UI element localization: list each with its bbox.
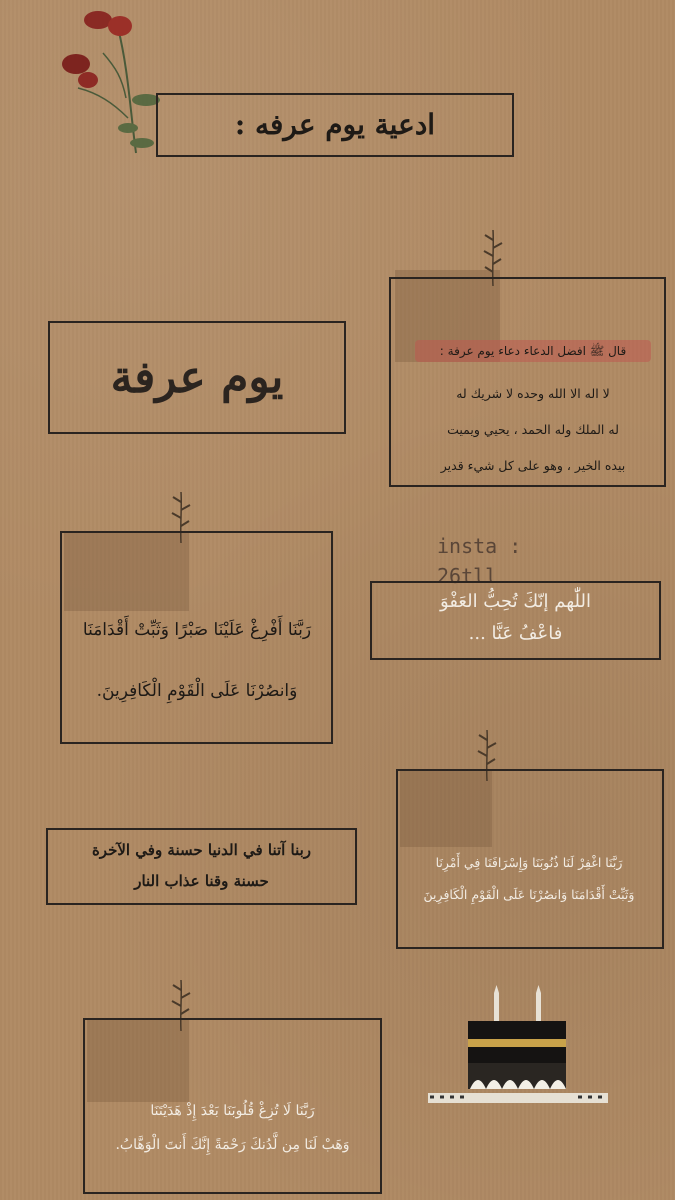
dua-patience-line: رَبَّنَا أَفْرِغْ عَلَيْنَا صَبْرًا وَثَبِّتْ أَقْدَامَنَا [82,620,312,640]
dua-patience-line: وَانصُرْنَا عَلَى الْقَوْمِ الْكَافِرِينَ. [96,681,298,701]
hadith-line: بيده الخير ، وهو على كل شيء قدير [440,458,626,473]
insta-handle: insta : 26tll [437,534,522,588]
dua-dunya-line: حسنة وقنا عذاب النار [134,872,269,890]
hadith-line: له الملك وله الحمد ، يحيي ويميت [447,422,619,437]
dua-afw-line: فاعْفُ عَنَّا ... [468,623,563,644]
dua-forgive-line: وَثَبِّتْ أَقْدَامَنَا وَانصُرْنَا عَلَى الْقَوْمِ الْكَافِرِينَ [423,887,635,902]
hadith-line: لا اله الا الله وحده لا شريك له [456,386,610,401]
dua-dunya-line: ربنا آتنا في الدنيا حسنة وفي الآخرة [91,841,312,859]
kaaba-icon [428,985,608,1110]
dua-forgive-line: رَبَّنَا اغْفِرْ لَنَا ذُنُوبَنَا وَإِسْرَافَنَا فِي أَمْرِنَا [435,855,623,870]
page-title: ادعية يوم عرفه : [234,108,436,141]
arafa-calligraphy: يوم عرفة [110,352,284,403]
dua-afw-line: اللّٰهم إنّكَ تُحِبُّ العَفْوَ [440,591,591,612]
dua-hearts-line: وَهَبْ لَنَا مِن لَّدُنكَ رَحْمَةً إِنَّكَ أَنتَ الْوَهَّابُ. [115,1137,350,1153]
dua-hearts-line: رَبَّنَا لَا تُزِغْ قُلُوبَنَا بَعْدَ إِذْ هَدَيْتَنَا [150,1103,315,1119]
hadith-heading: قال ﷺ افضل الدعاء دعاء يوم عرفة : [415,340,651,362]
red-flower-decoration [58,8,168,158]
